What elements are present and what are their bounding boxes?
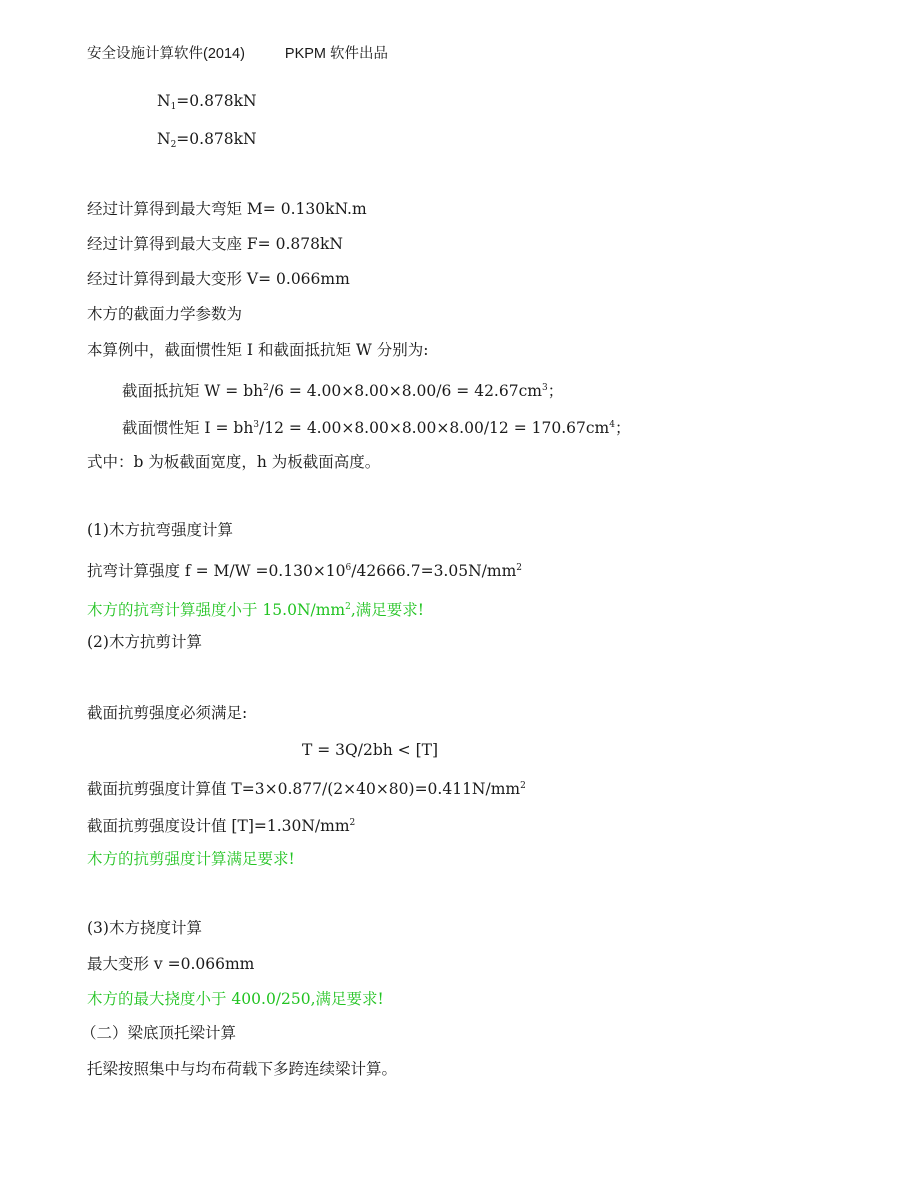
bending-calc-exp-2: 2: [516, 563, 522, 573]
w-part-c: ；: [547, 382, 564, 400]
formula-note: 式中：b 为板截面宽度，h 为板截面高度。: [87, 453, 381, 471]
bending-ok-b: ,满足要求!: [350, 601, 425, 619]
bending-heading: (1)木方抗弯强度计算: [87, 521, 233, 539]
max-deform-line: 经过计算得到最大变形 V= 0.066mm: [87, 270, 350, 288]
bending-calc-b: /42666.7=3.05N/mm: [351, 562, 517, 580]
page-header: [87, 44, 388, 64]
i-exp-1: 3: [253, 420, 260, 430]
i-exp-2: 4: [609, 420, 615, 430]
deflection-ok-message: 木方的最大挠度小于 400.0/250,满足要求!: [87, 990, 384, 1008]
bending-calc-exp-1: 6: [345, 563, 352, 573]
deflection-heading: (3)木方挠度计算: [87, 919, 202, 937]
deflection-max: 最大变形 v =0.066mm: [87, 955, 255, 973]
shear-design-a: 截面抗剪强度设计值 [T]=1.30N/mm: [87, 817, 350, 835]
w-exp-2: 3: [541, 383, 548, 393]
section-intro: 本算例中，截面惯性矩 I 和截面抵抗矩 W 分别为:: [87, 341, 429, 359]
i-part-a: 截面惯性矩 I = bh: [122, 419, 254, 437]
moment-of-inertia-formula: [122, 418, 630, 438]
max-moment-line: 经过计算得到最大弯矩 M= 0.130kN.m: [87, 200, 367, 218]
bending-ok-message: [87, 600, 424, 620]
bending-ok-exp: 2: [345, 602, 351, 612]
header-software-name: 安全设施计算软件(2014): [87, 46, 245, 62]
i-part-c: ；: [614, 419, 631, 437]
n2-symbol: N: [157, 130, 171, 148]
bending-calc: [87, 561, 522, 581]
reaction-n2: [157, 129, 257, 149]
w-exp-1: 2: [263, 383, 269, 393]
n1-subscript: 1: [170, 102, 177, 112]
shear-calc-exp: 2: [520, 781, 526, 791]
bending-calc-a: 抗弯计算强度 f = M/W =0.130×10: [87, 562, 346, 580]
section-title: 木方的截面力学参数为: [87, 305, 243, 323]
n1-value: =0.878kN: [176, 92, 257, 110]
reaction-n1: [157, 91, 257, 111]
n2-subscript: 2: [170, 140, 177, 150]
shear-design-value: [87, 816, 355, 836]
shear-calc-value: [87, 779, 526, 799]
header-publisher: PKPM 软件出品: [284, 46, 389, 62]
w-part-a: 截面抵抗矩 W = bh: [122, 382, 264, 400]
w-part-b: /6 = 4.00×8.00×8.00/6 = 42.67cm: [268, 382, 542, 400]
n1-symbol: N: [157, 92, 171, 110]
section-modulus-formula: [122, 381, 563, 401]
shear-design-exp: 2: [349, 818, 356, 828]
shear-calc-a: 截面抗剪强度计算值 T=3×0.877/(2×40×80)=0.411N/mm: [87, 780, 521, 798]
shear-requirement: 截面抗剪强度必须满足:: [87, 704, 248, 722]
i-part-b: /12 = 4.00×8.00×8.00×8.00/12 = 170.67cm: [259, 419, 610, 437]
beam-description: 托梁按照集中与均布荷载下多跨连续梁计算。: [87, 1060, 398, 1078]
beam-heading: （二）梁底顶托梁计算: [81, 1024, 237, 1042]
n2-value: =0.878kN: [176, 130, 257, 148]
shear-formula: T = 3Q/2bh < [T]: [302, 741, 439, 759]
max-support-line: 经过计算得到最大支座 F= 0.878kN: [87, 235, 343, 253]
shear-heading: (2)木方抗剪计算: [87, 633, 202, 651]
shear-ok-message: 木方的抗剪强度计算满足要求!: [87, 850, 295, 868]
bending-ok-a: 木方的抗弯计算强度小于 15.0N/mm: [87, 601, 346, 619]
